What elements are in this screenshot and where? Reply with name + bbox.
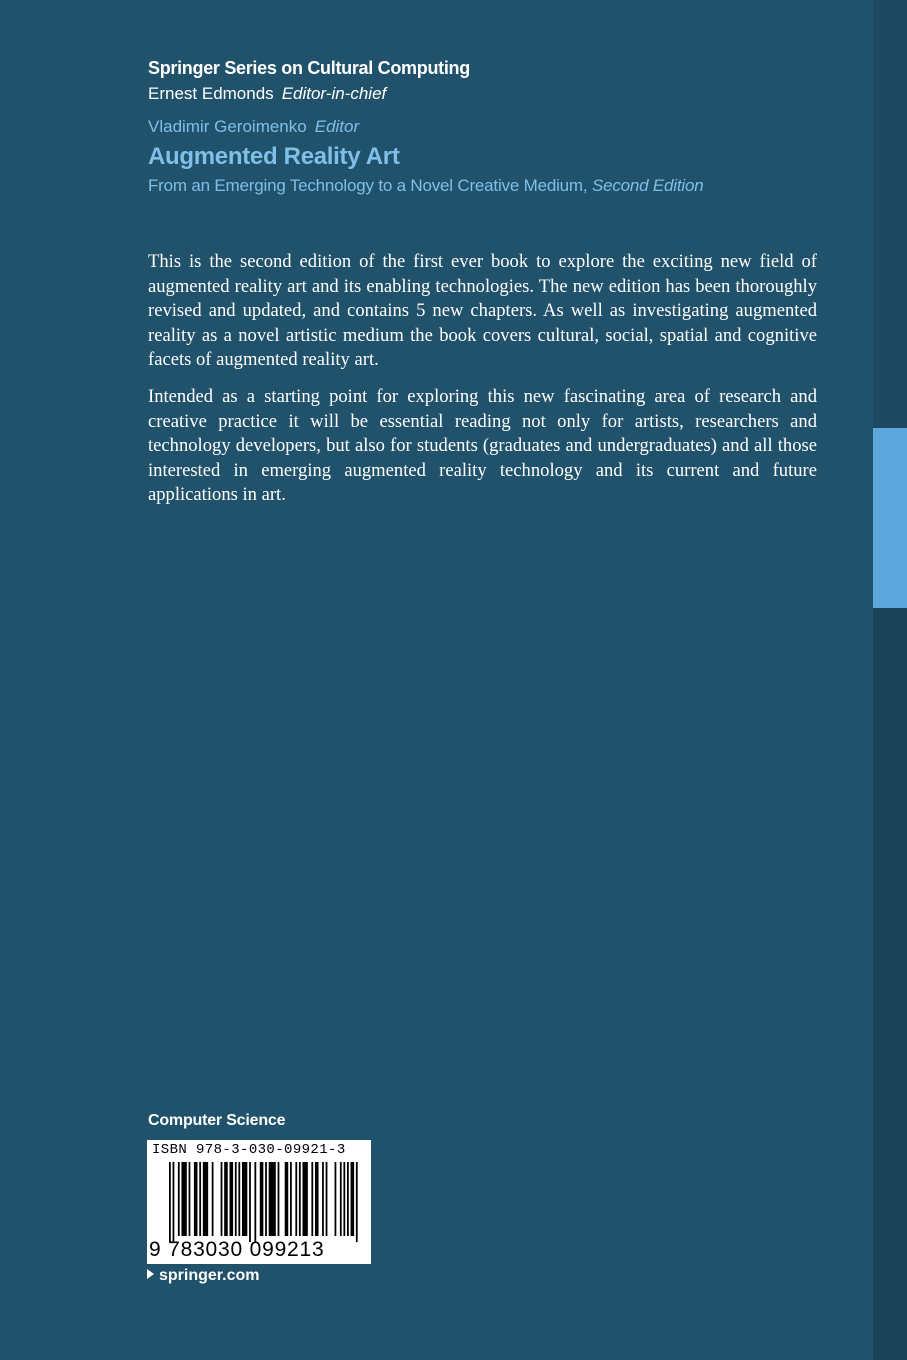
barcode-bar bbox=[221, 1162, 223, 1236]
barcode-bar bbox=[269, 1162, 276, 1236]
header bbox=[148, 56, 848, 197]
book-editor-role: Editor bbox=[314, 117, 360, 136]
series-editor-name: Ernest Edmonds bbox=[148, 84, 274, 103]
barcode-bar bbox=[322, 1162, 324, 1236]
barcode-bar bbox=[303, 1162, 308, 1236]
spine-top-band bbox=[873, 0, 907, 428]
barcode-bar bbox=[356, 1162, 358, 1242]
publisher-website-label: springer.com bbox=[159, 1267, 260, 1284]
barcode-bar bbox=[326, 1162, 328, 1236]
arrow-right-icon bbox=[147, 1269, 154, 1279]
barcode-bar bbox=[238, 1162, 240, 1236]
isbn-label: ISBN 978-3-030-09921-3 bbox=[152, 1142, 346, 1158]
barcode-bar bbox=[194, 1162, 198, 1236]
barcode-bar bbox=[295, 1162, 297, 1236]
book-editor-name: Vladimir Geroimenko bbox=[148, 117, 307, 136]
barcode-bar bbox=[343, 1162, 345, 1236]
barcode-bar bbox=[299, 1162, 301, 1236]
spine-edge bbox=[873, 0, 907, 1360]
book-edition: Second Edition bbox=[591, 176, 704, 195]
barcode-bar bbox=[315, 1162, 319, 1236]
series-name: Springer Series on Cultural Computing bbox=[148, 58, 470, 78]
barcode-bar bbox=[290, 1162, 292, 1236]
barcode-bar bbox=[285, 1162, 289, 1236]
barcode-bar bbox=[181, 1162, 186, 1236]
barcode-bar bbox=[224, 1162, 228, 1236]
barcode-bar bbox=[351, 1162, 355, 1236]
barcode-bar bbox=[254, 1162, 256, 1242]
barcode-bar bbox=[199, 1162, 201, 1236]
book-editor bbox=[148, 116, 848, 138]
barcode-bar bbox=[347, 1162, 349, 1236]
barcode-bar bbox=[265, 1162, 267, 1236]
barcode-bar bbox=[335, 1162, 337, 1236]
barcode-bar bbox=[260, 1162, 264, 1236]
barcode-bar bbox=[278, 1162, 280, 1236]
book-subtitle-text: From an Emerging Technology to a Novel Creative Medium, bbox=[148, 176, 588, 195]
barcode-bar bbox=[173, 1162, 175, 1242]
barcode-bar bbox=[340, 1162, 342, 1236]
barcode-digits: 9 783030 099213 bbox=[149, 1238, 325, 1261]
barcode-bar bbox=[311, 1162, 313, 1236]
series-editor-role: Editor-in-chief bbox=[281, 84, 387, 103]
barcode-bar bbox=[242, 1162, 247, 1236]
book-title: Augmented Reality Art bbox=[148, 143, 400, 170]
barcode-bar bbox=[169, 1162, 171, 1242]
publisher-website[interactable] bbox=[147, 1267, 259, 1285]
description bbox=[148, 250, 817, 520]
barcode-bar bbox=[189, 1162, 191, 1236]
series-editor bbox=[148, 82, 848, 106]
subject-category: Computer Science bbox=[148, 1112, 286, 1129]
barcode-bar bbox=[235, 1162, 237, 1236]
description-paragraph-2: Intended as a starting point for exploring this new fascinating area of research and creative practice it will be essential reading not only for artists, researchers and technology developers, but also for students (graduates and undergraduates) and all those interested in emerging augmented reality technology and its current and future applications in art. bbox=[148, 385, 817, 506]
barcode-bar bbox=[230, 1162, 234, 1236]
barcode-bar bbox=[249, 1162, 251, 1242]
barcode-bar bbox=[178, 1162, 180, 1236]
description-paragraph-1: This is the second edition of the first ever book to explore the exciting new field of augmented reality art and its enabling technologies. The new edition has been thoroughly revised and updated, and contains 5 new chapters. As well as investigating augmented reality as a novel artistic medium the book covers cultural, social, spatial and cognitive facets of augmented reality art. bbox=[148, 251, 817, 371]
book-subtitle bbox=[148, 175, 848, 197]
barcode-bar bbox=[212, 1162, 214, 1236]
spine-accent-band bbox=[873, 428, 907, 608]
barcode-bar bbox=[203, 1162, 208, 1236]
isbn-barcode bbox=[147, 1140, 371, 1264]
